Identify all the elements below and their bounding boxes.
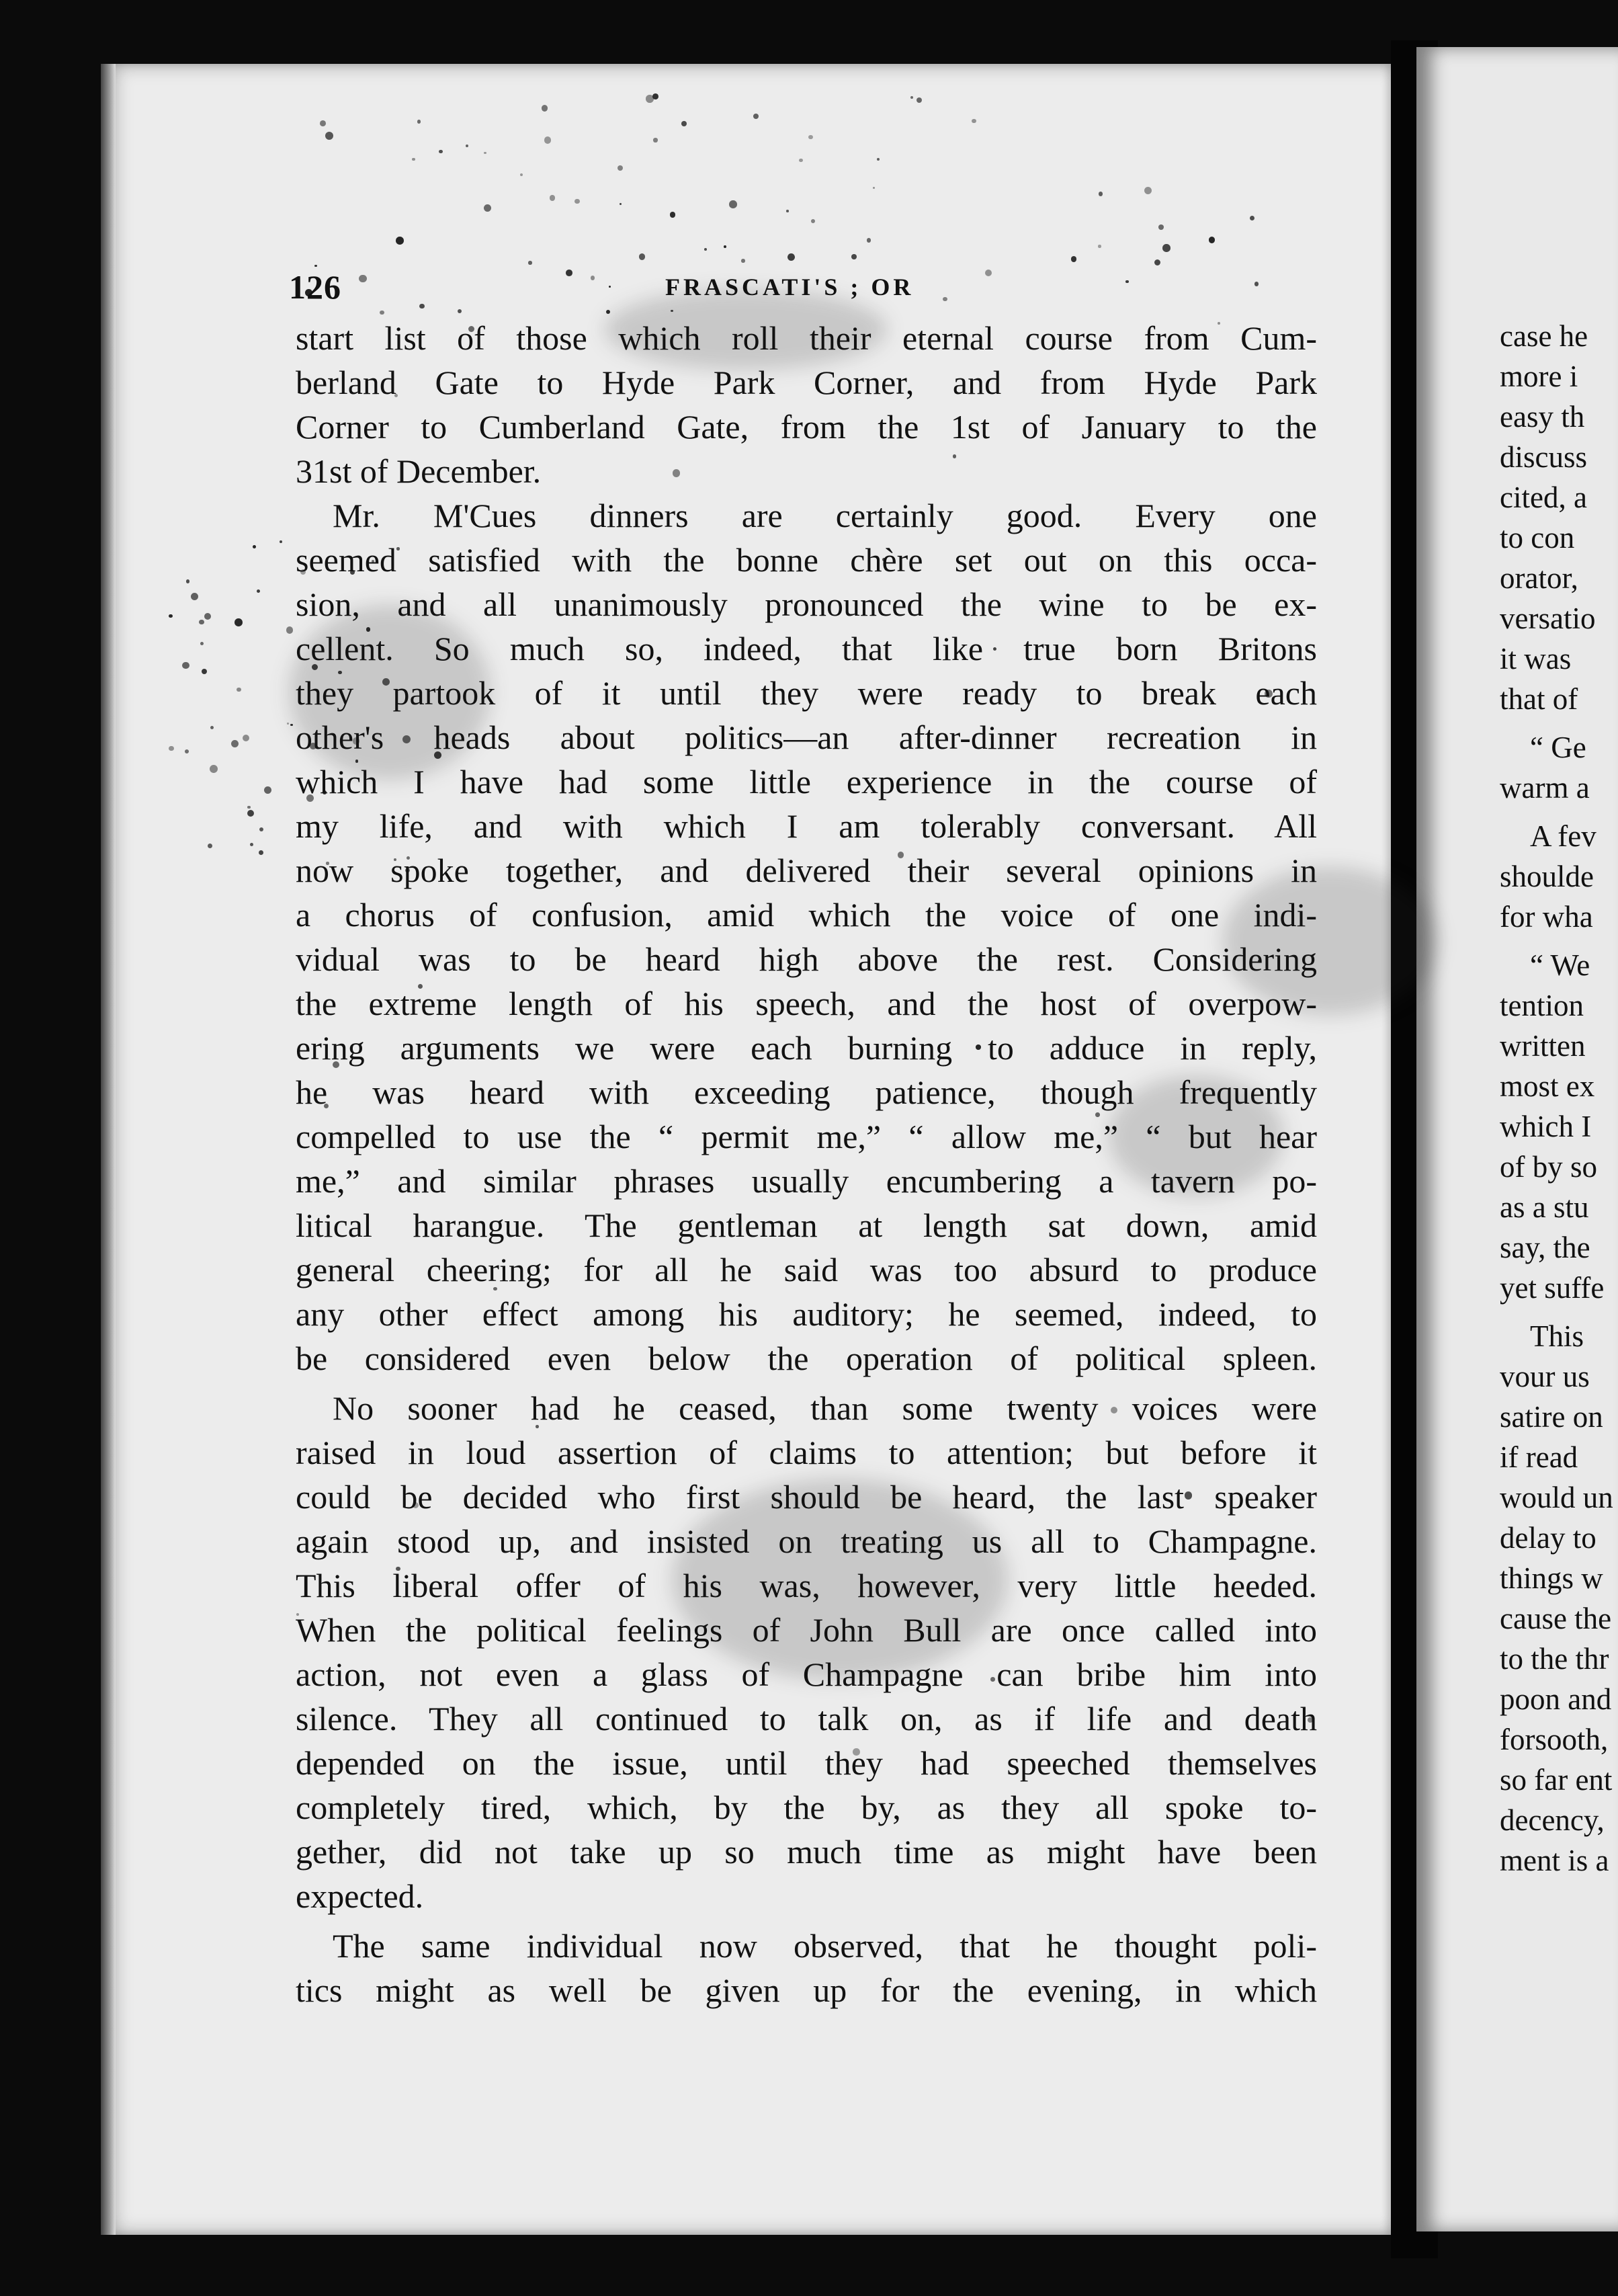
text-line: raised in loud assertion of claims to attention; but before it [296, 1434, 1317, 1471]
facing-text-line: ment is a [1500, 1844, 1609, 1877]
text-line: which I have had some little experience in the course of [296, 763, 1317, 801]
text-line: Mr. M'Cues dinners are certainly good. Every one [333, 497, 1317, 534]
facing-text-line: easy th [1500, 400, 1585, 434]
ink-speck [237, 688, 241, 692]
text-line: tics might as well be given up for the evening, in which [296, 1971, 1317, 2009]
page-number: 126 [289, 268, 341, 306]
text-line: depended on the issue, until they had speeched themselves [296, 1744, 1317, 1782]
text-line: they partook of it until they were ready to break each [296, 674, 1317, 712]
facing-text-line: as a stu [1500, 1190, 1589, 1224]
text-line: litical harangue. The gentleman at length sat down, amid [296, 1206, 1317, 1244]
text-line: now spoke together, and delivered their several opinions in [296, 852, 1317, 889]
ink-speck [550, 195, 555, 200]
ink-speck [1209, 237, 1216, 243]
facing-text-line: shoulde [1500, 860, 1594, 893]
ink-speck [1162, 244, 1170, 252]
ink-speck [199, 620, 204, 624]
text-line: be considered even below the operation of political spleen. [296, 1340, 1317, 1377]
text-line: sion, and all unanimously pronounced the wine to be ex- [296, 585, 1317, 623]
facing-text-line: versatio [1500, 602, 1596, 635]
text-line: again stood up, and insisted on treating us all to Champagne. [296, 1522, 1317, 1560]
ink-speck [544, 136, 552, 144]
facing-text-line: cause the [1500, 1602, 1612, 1635]
facing-text-line: This [1530, 1319, 1584, 1353]
ink-speck [253, 545, 256, 548]
text-line: general cheering; for all he said was too absurd to produce [296, 1251, 1317, 1288]
ink-speck [670, 212, 675, 217]
ink-speck [169, 614, 172, 618]
facing-text-line: so far ent [1500, 1763, 1613, 1797]
ink-speck [729, 200, 737, 208]
text-line: seemed satisfied with the bonne chère set out on this occa- [296, 541, 1317, 579]
ink-speck [243, 735, 249, 741]
ink-speck [210, 765, 218, 773]
ink-speck [1144, 187, 1152, 194]
ink-speck [808, 135, 812, 139]
running-head [289, 268, 1324, 308]
text-line: gether, did not take up so much time as might have been [296, 1833, 1317, 1871]
ink-speck [169, 746, 173, 751]
facing-page-text [1500, 316, 1618, 1881]
text-line: completely tired, which, by the by, as they all spoke to- [296, 1789, 1317, 1826]
facing-text-line: things w [1500, 1561, 1603, 1595]
text-line: 31st of December. [296, 452, 542, 490]
facing-text-line: written [1500, 1029, 1586, 1063]
facing-text-line: to the thr [1500, 1642, 1609, 1676]
facing-text-line: orator, [1500, 561, 1578, 595]
text-line: This liberal offer of his was, however, very little heeded. [296, 1567, 1317, 1604]
facing-text-line: case he [1500, 319, 1588, 353]
facing-text-line: delay to [1500, 1521, 1596, 1555]
facing-text-line: that of [1500, 682, 1578, 716]
facing-text-line: if read [1500, 1440, 1578, 1474]
text-line: silence. They all continued to talk on, as if life and death [296, 1700, 1317, 1737]
ink-speck [191, 593, 198, 600]
facing-text-line: yet suffe [1500, 1271, 1605, 1305]
facing-text-line: say, the [1500, 1231, 1590, 1264]
text-line: cellent. So much so, indeed, that like true born Britons [296, 630, 1317, 667]
text-line: action, not even a glass of Champagne can bribe him into [296, 1655, 1317, 1693]
text-line: my life, and with which I am tolerably conversant. All [296, 807, 1317, 845]
ink-speck [972, 119, 976, 123]
ink-speck [704, 248, 707, 251]
ink-speck [867, 238, 871, 243]
ink-speck [574, 199, 579, 204]
ink-speck [182, 662, 189, 669]
ink-speck [417, 120, 421, 124]
facing-text-line: tention [1500, 989, 1584, 1022]
ink-speck [653, 138, 657, 142]
ink-speck [264, 786, 271, 794]
ink-speck [646, 95, 653, 102]
ink-speck [787, 253, 795, 261]
ink-speck [204, 613, 211, 620]
facing-text-line: discuss [1500, 440, 1588, 474]
text-line: the extreme length of his speech, and the host of overpow- [296, 985, 1317, 1022]
text-line: ering arguments we were each burning to adduce in reply, [296, 1029, 1317, 1067]
ink-speck [380, 311, 384, 315]
facing-text-line: it was [1500, 642, 1572, 675]
facing-text-line: poon and [1500, 1682, 1612, 1716]
facing-text-line: A fev [1530, 819, 1596, 853]
left-page-binding-edge [101, 64, 116, 2235]
ink-speck [412, 158, 415, 161]
ink-speck [620, 203, 622, 205]
text-line: any other effect among his auditory; he seemed, indeed, to [296, 1295, 1317, 1333]
text-line: berland Gate to Hyde Park Corner, and from Hyde Park [296, 364, 1317, 401]
text-line: Corner to Cumberland Gate, from the 1st of January to the [296, 408, 1317, 446]
facing-text-line: for wha [1500, 900, 1593, 934]
facing-text-line: of by so [1500, 1150, 1597, 1184]
facing-text-line: most ex [1500, 1069, 1595, 1103]
text-line: he was heard with exceeding patience, though frequently [296, 1073, 1317, 1111]
text-line: When the political feelings of John Bull are once called into [296, 1611, 1317, 1649]
ink-speck [325, 132, 333, 140]
ink-speck [1099, 192, 1103, 196]
ink-speck [741, 259, 745, 263]
ink-speck [520, 173, 523, 176]
ink-speck [235, 618, 243, 626]
text-line: expected. [296, 1877, 424, 1915]
facing-text-line: satire on [1500, 1400, 1603, 1434]
ink-speck [1098, 245, 1101, 247]
ink-speck [786, 210, 789, 212]
facing-text-line: vour us [1500, 1360, 1590, 1393]
text-line: The same individual now observed, that he thought poli- [333, 1927, 1317, 1965]
ink-speck [286, 626, 294, 634]
text-line: me,” and similar phrases usually encumbering a tavern po- [296, 1162, 1317, 1200]
text-line: No sooner had he ceased, than some twenty voices were [333, 1389, 1317, 1427]
facing-text-line: “ We [1530, 948, 1590, 982]
ink-speck [724, 245, 726, 248]
facing-text-line: would un [1500, 1481, 1613, 1514]
ink-speck [396, 237, 404, 245]
ink-speck [185, 749, 189, 753]
text-line: start list of those which roll their eternal course from Cum- [296, 319, 1317, 357]
ink-speck [681, 121, 687, 126]
ink-speck [851, 254, 856, 259]
text-line: could be decided who first should be heard, the last speaker [296, 1478, 1317, 1516]
ink-speck [528, 261, 532, 265]
facing-text-line: which I [1500, 1110, 1592, 1143]
text-line: compelled to use the “ permit me,” “ allow me,” “ but hear [296, 1118, 1317, 1155]
ink-speck [186, 579, 189, 583]
ink-speck [811, 219, 815, 223]
text-line: a chorus of confusion, amid which the voice of one indi- [296, 896, 1317, 934]
facing-text-line: more i [1500, 360, 1578, 393]
facing-text-line: forsooth, [1500, 1723, 1609, 1756]
running-title: FRASCATI'S ; OR [665, 274, 914, 300]
facing-text-line: decency, [1500, 1803, 1605, 1837]
ink-speck [458, 309, 462, 313]
body-text [296, 316, 1317, 2012]
ink-speck [542, 105, 548, 111]
ink-speck [280, 540, 282, 543]
ink-speck [484, 152, 486, 155]
ink-speck [1158, 224, 1164, 230]
facing-text-line: to con [1500, 521, 1575, 555]
text-line: vidual was to be heard high above the rest. Considering [296, 940, 1317, 978]
facing-text-line: “ Ge [1530, 731, 1586, 764]
text-line: other's heads about politics—an after-dinner recreation in [296, 719, 1317, 756]
ink-speck [799, 159, 802, 162]
facing-text-line: warm a [1500, 771, 1590, 805]
ink-speck [200, 642, 204, 645]
ink-speck [202, 669, 207, 674]
facing-text-line: cited, a [1500, 481, 1587, 514]
ink-speck [247, 806, 251, 809]
